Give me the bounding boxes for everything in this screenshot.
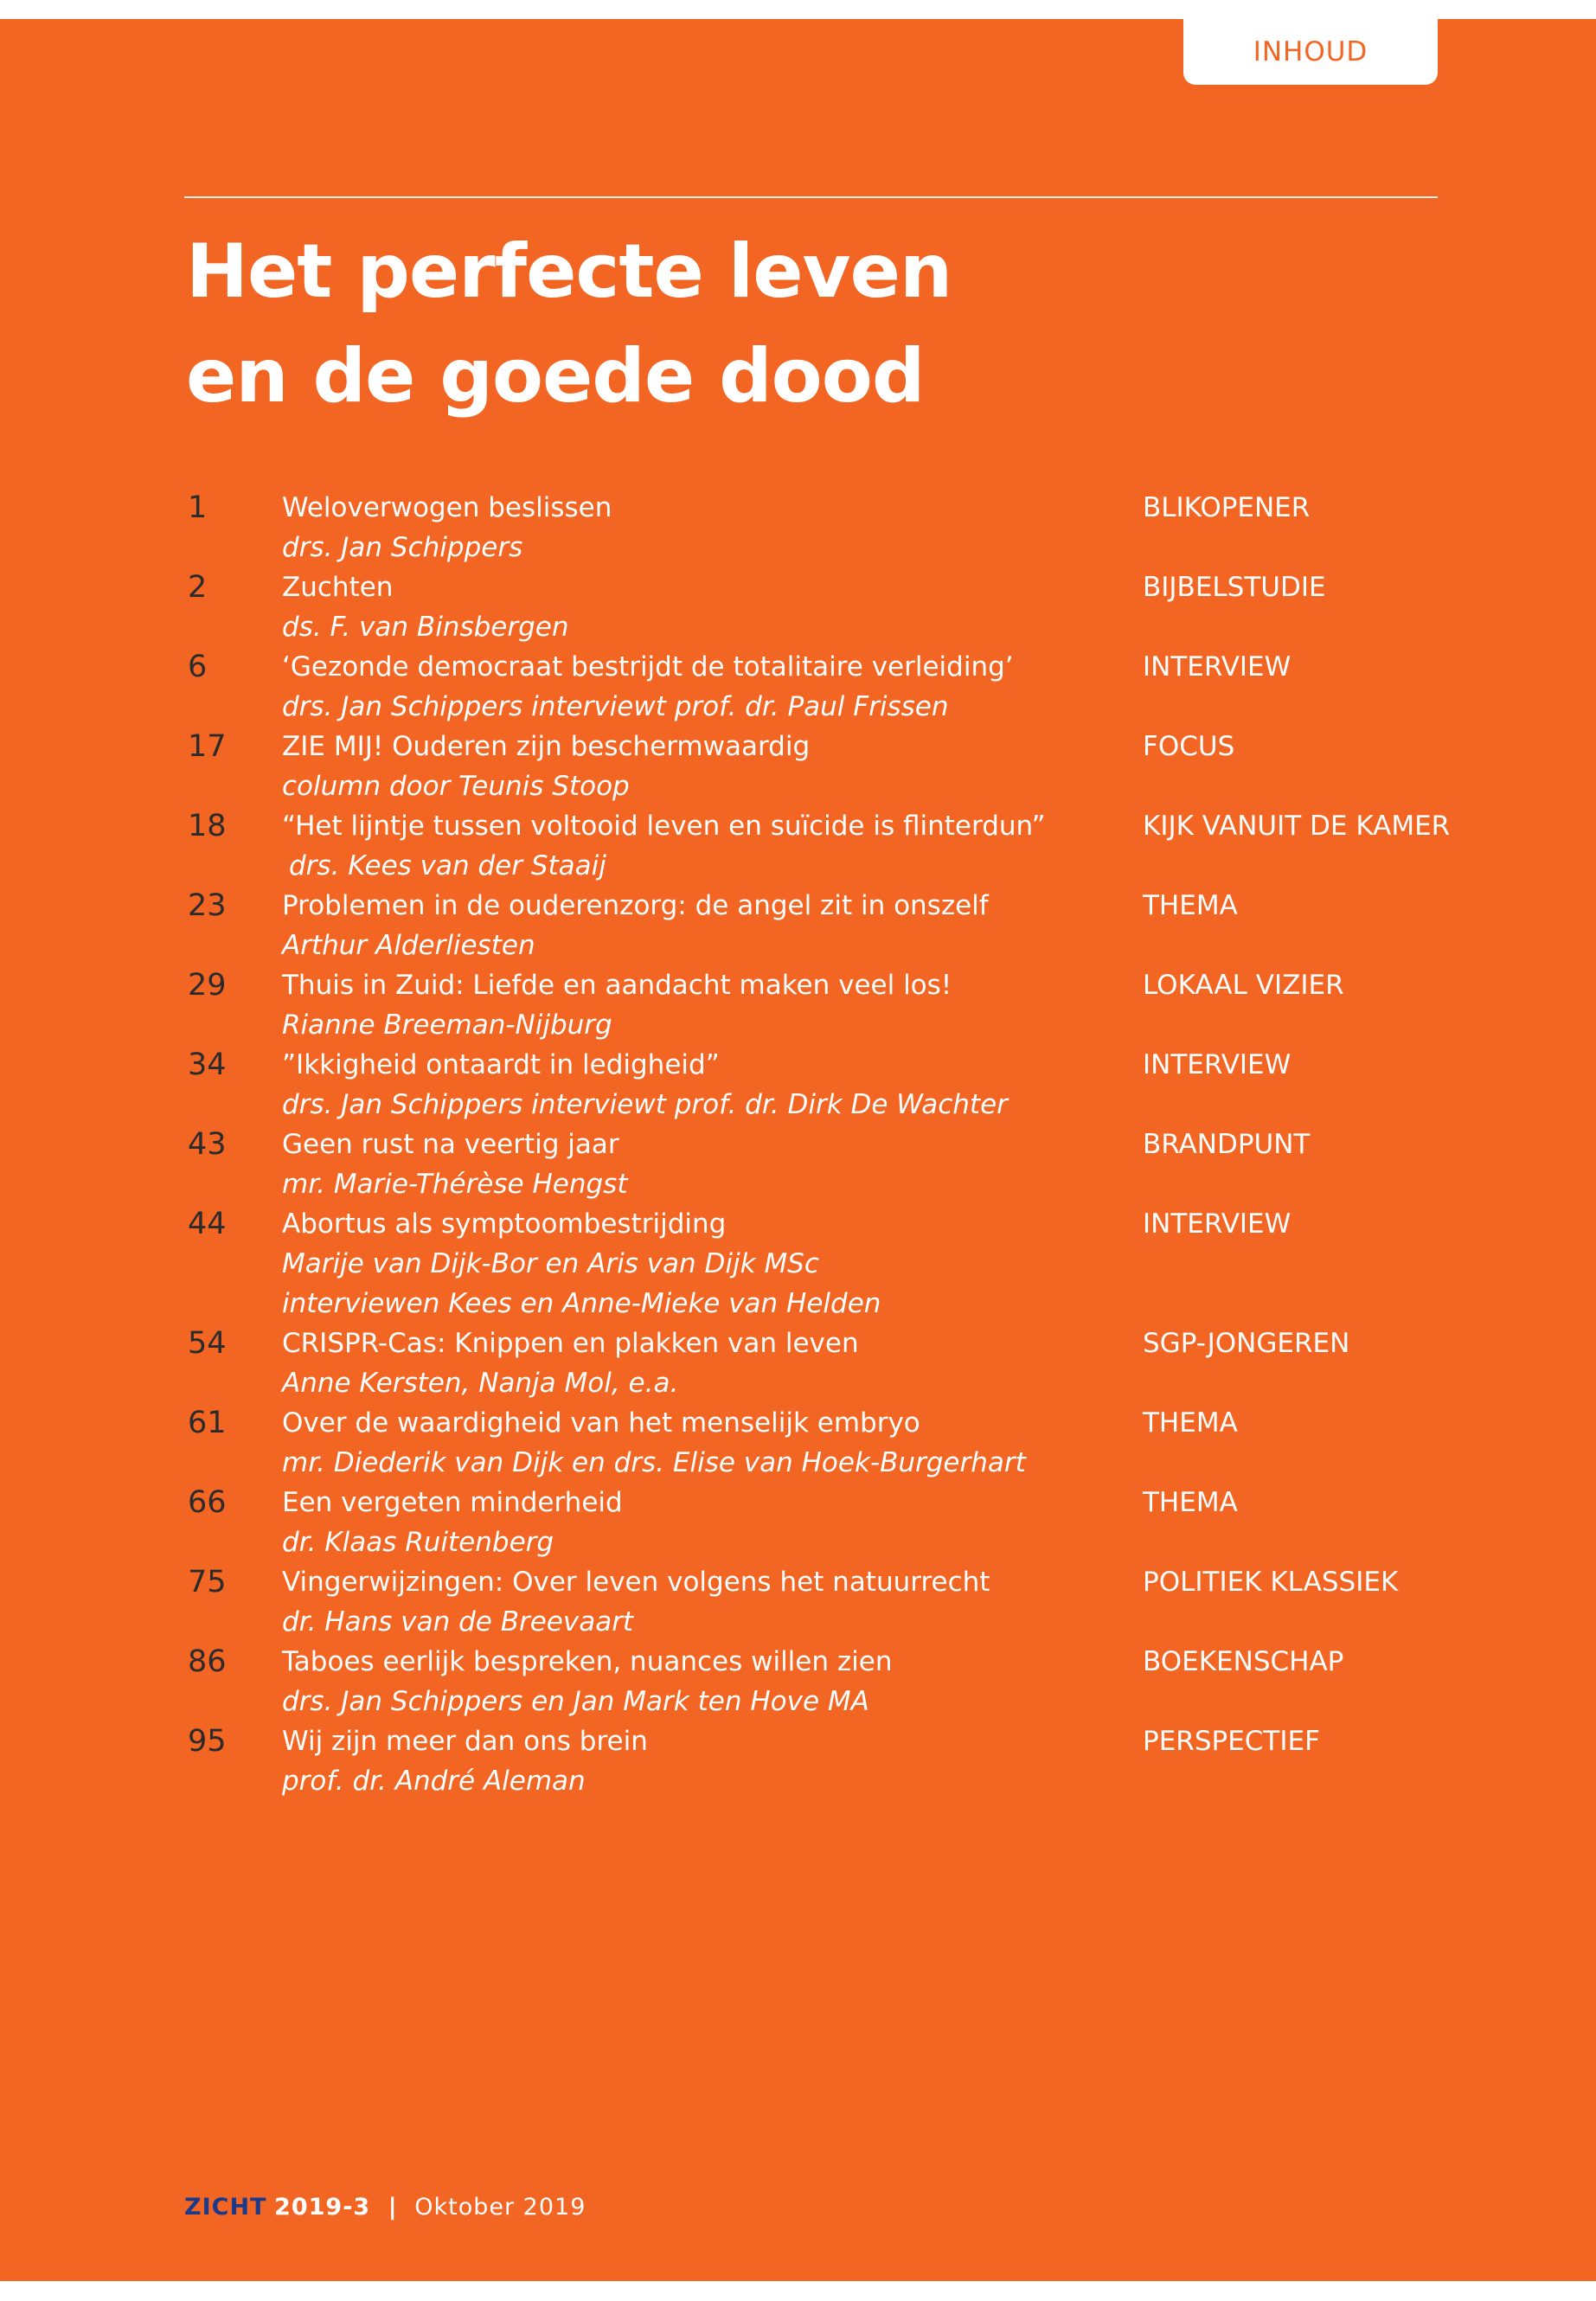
toc-page-number: 44	[188, 1207, 227, 1241]
toc-entry	[0, 1483, 1596, 1562]
toc-article-title: ”Ikkigheid ontaardt in ledigheid”	[282, 1049, 720, 1080]
toc-entry	[0, 806, 1596, 886]
toc-article-author: Rianne Breeman-Nijburg	[282, 1009, 612, 1041]
toc-entry	[0, 727, 1596, 806]
toc-entry	[0, 1403, 1596, 1483]
toc-article-author: drs. Jan Schippers en Jan Mark ten Hove MA	[282, 1686, 869, 1717]
toc-article-author: dr. Klaas Ruitenberg	[282, 1527, 554, 1558]
footer-date: Oktober 2019	[414, 2194, 586, 2221]
toc-entry	[0, 1642, 1596, 1721]
toc-article-author: ds. F. van Binsbergen	[282, 612, 569, 643]
page-footer	[184, 2193, 586, 2222]
toc-article-title: Weloverwogen beslissen	[282, 492, 612, 523]
toc-entry	[0, 886, 1596, 965]
toc-article-title: Over de waardigheid van het menselijk embryo	[282, 1407, 920, 1439]
toc-page-number: 18	[188, 809, 227, 843]
footer-issue: 2019-3	[274, 2194, 371, 2221]
toc-entry	[0, 1562, 1596, 1642]
footer-separator: |	[388, 2194, 397, 2221]
toc-article-title: ‘Gezonde democraat bestrijdt de totalitaire verleiding’	[282, 651, 1014, 683]
toc-article-author: mr. Marie-Thérèse Hengst	[282, 1169, 628, 1200]
toc-page-number: 66	[188, 1485, 227, 1520]
toc-entry	[0, 1045, 1596, 1125]
toc-article-title: Taboes eerlijk bespreken, nuances willen zien	[282, 1646, 893, 1677]
toc-article-author: Arthur Alderliesten	[282, 930, 535, 961]
toc-category: PERSPECTIEF	[1143, 1726, 1320, 1757]
toc-article-title: Abortus als symptoombestrijding	[282, 1208, 727, 1240]
toc-entry	[0, 1721, 1596, 1801]
toc-article-author: drs. Jan Schippers interviewt prof. dr. Paul Frissen	[282, 691, 949, 722]
toc-article-title: Wij zijn meer dan ons brein	[282, 1726, 648, 1757]
toc-entry	[0, 1204, 1596, 1324]
toc-page-number: 2	[188, 570, 208, 605]
page-title-line-2: en de goede dood	[186, 333, 925, 420]
toc-article-title: ZIE MIJ! Ouderen zijn beschermwaardig	[282, 731, 811, 762]
toc-page-number: 43	[188, 1127, 227, 1162]
toc-page-number: 23	[188, 888, 227, 923]
toc-article-title: CRISPR-Cas: Knippen en plakken van leven	[282, 1328, 859, 1359]
toc-article-author: mr. Diederik van Dijk en drs. Elise van Hoek-Burgerhart	[282, 1447, 1026, 1478]
toc-entry	[0, 567, 1596, 647]
toc-entry	[0, 965, 1596, 1045]
toc-category: INTERVIEW	[1143, 651, 1292, 683]
toc-page-number: 95	[188, 1724, 227, 1759]
toc-page-number: 61	[188, 1406, 227, 1440]
toc-article-title: Een vergeten minderheid	[282, 1487, 623, 1518]
toc-category: THEMA	[1143, 1487, 1238, 1518]
toc-article-author: Anne Kersten, Nanja Mol, e.a.	[282, 1368, 679, 1399]
toc-category: INTERVIEW	[1143, 1049, 1292, 1080]
toc-category: BIJBELSTUDIE	[1143, 572, 1326, 603]
toc-category: BLIKOPENER	[1143, 492, 1311, 523]
toc-article-author: drs. Jan Schippers	[282, 532, 523, 563]
toc-entry	[0, 1324, 1596, 1403]
toc-page-number: 75	[188, 1565, 227, 1599]
footer-brand: ZICHT	[184, 2194, 267, 2221]
toc-article-author: drs. Jan Schippers interviewt prof. dr. Dirk De Wachter	[282, 1089, 1008, 1120]
toc-article-title: Thuis in Zuid: Liefde en aandacht maken veel los!	[282, 970, 952, 1001]
toc-category: BOEKENSCHAP	[1143, 1646, 1344, 1677]
section-tab	[1183, 19, 1438, 85]
toc-article-title: Zuchten	[282, 572, 394, 603]
toc-article-author: Marije van Dijk-Bor en Aris van Dijk MSc	[282, 1248, 819, 1279]
page-title-line-1: Het perfecte leven	[186, 228, 952, 315]
toc-article-author: dr. Hans van de Breevaart	[282, 1606, 634, 1638]
toc-entry	[0, 488, 1596, 567]
page-title	[186, 220, 952, 429]
toc-article-author: drs. Kees van der Staaij	[289, 850, 606, 881]
toc-page-number: 29	[188, 968, 227, 1003]
toc-category: SGP-JONGEREN	[1143, 1328, 1350, 1359]
table-of-contents	[0, 488, 1596, 1801]
toc-article-author: column door Teunis Stoop	[282, 771, 630, 802]
toc-category: KIJK VANUIT DE KAMER	[1143, 811, 1451, 842]
toc-page-number: 54	[188, 1326, 227, 1361]
toc-page-number: 34	[188, 1048, 227, 1082]
toc-category: BRANDPUNT	[1143, 1129, 1311, 1160]
section-tab-label: INHOUD	[1253, 36, 1368, 67]
page	[0, 19, 1596, 2281]
toc-entry	[0, 1125, 1596, 1204]
toc-category: POLITIEK KLASSIEK	[1143, 1567, 1399, 1598]
toc-category: THEMA	[1143, 1407, 1238, 1439]
toc-article-title: “Het lijntje tussen voltooid leven en suïcide is flinterdun”	[282, 811, 1046, 842]
title-rule	[184, 196, 1438, 198]
toc-page-number: 86	[188, 1644, 227, 1679]
toc-entry	[0, 647, 1596, 727]
toc-page-number: 1	[188, 490, 208, 525]
toc-article-author: interviewen Kees en Anne-Mieke van Helden	[282, 1288, 881, 1319]
toc-category: FOCUS	[1143, 731, 1235, 762]
toc-article-author: prof. dr. André Aleman	[282, 1766, 586, 1797]
toc-category: THEMA	[1143, 890, 1238, 921]
toc-article-title: Vingerwijzingen: Over leven volgens het natuurrecht	[282, 1567, 990, 1598]
toc-category: LOKAAL VIZIER	[1143, 970, 1344, 1001]
toc-page-number: 6	[188, 650, 208, 684]
toc-category: INTERVIEW	[1143, 1208, 1292, 1240]
toc-page-number: 17	[188, 729, 227, 764]
toc-article-title: Problemen in de ouderenzorg: de angel zit in onszelf	[282, 890, 989, 921]
toc-article-title: Geen rust na veertig jaar	[282, 1129, 619, 1160]
